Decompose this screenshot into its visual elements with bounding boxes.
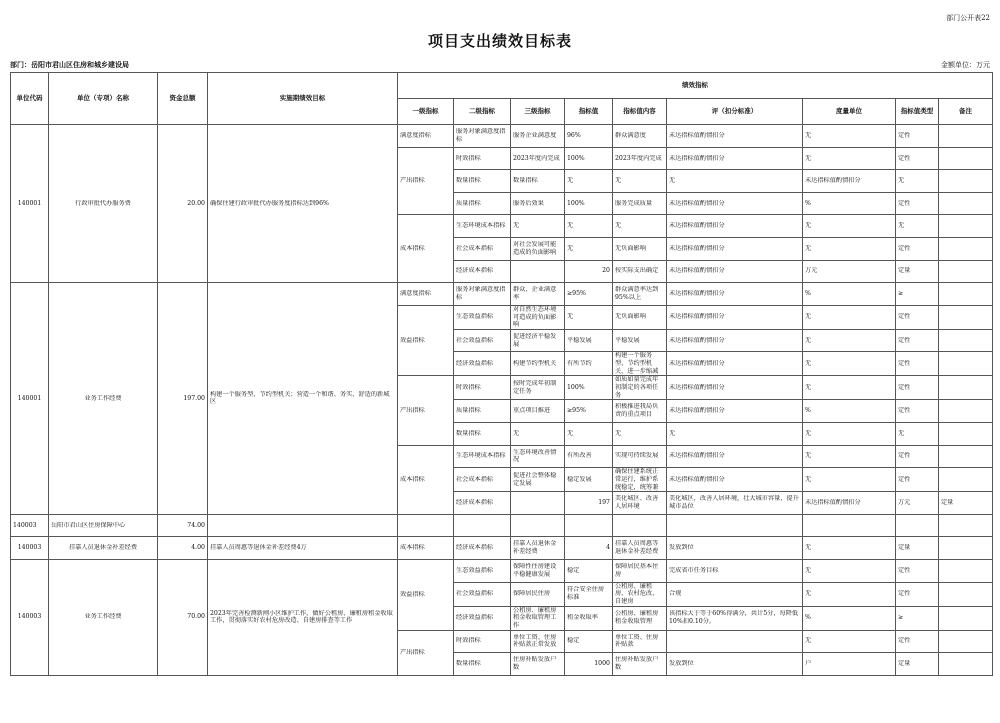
empty-cell [896,514,939,537]
indicator-cell: ≥95% [565,283,613,306]
indicator-cell [939,215,993,238]
indicator-cell: 生态环境改善情况 [511,445,565,468]
department-label: 部门：岳阳市君山区住房和城乡建设局 [10,60,129,69]
indicator-cell: 无 [803,445,896,468]
indicator-cell: 租金收取率 [565,606,613,630]
indicator-cell: 1000 [565,653,613,676]
empty-cell [939,514,993,537]
indicator-cell: 定性 [896,468,939,492]
indicator-cell: 无 [803,237,896,260]
indicator-cell: 稳定发展 [565,468,613,492]
indicator-cell: 定性 [896,329,939,352]
indicator-cell: 稳定 [565,630,613,653]
indicator-cell: 无 [667,422,803,445]
indicator-cell: 构建节约型机关 [511,352,565,376]
indicator-cell [939,559,993,582]
indicator-cell: 有所节约 [565,352,613,376]
indicator-cell: 经济成本指标 [454,537,511,560]
indicator-cell: 无 [803,559,896,582]
table-row [11,125,993,148]
col-value: 指标值 [565,99,613,125]
indicator-cell [939,422,993,445]
indicator-cell [939,283,993,306]
indicator-cell: 挂靠人员退休金补差经费 [511,537,565,560]
indicator-cell: 群众满意度 [613,125,667,148]
indicator-cell: 未达指标值酌情扣分 [667,215,803,238]
indicator-cell: ≥ [896,606,939,630]
level1-cell: 产出指标 [398,630,454,675]
indicator-cell: 定量 [939,492,993,515]
indicator-cell: 时效指标 [454,630,511,653]
indicator-cell [511,492,565,515]
target-cell: 构建一个服务型、节约型机关；营造一个和谐、务实、舒适的新城区 [208,283,398,515]
document-number: 部门公开表22 [946,14,990,22]
indicator-cell: 100% [565,376,613,400]
indicator-cell: 重点项目推进 [511,400,565,423]
indicator-cell: 未达指标值酌情扣分 [667,192,803,215]
col-level2: 二级指标 [454,99,511,125]
level1-cell: 成本指标 [398,215,454,283]
level1-cell: 效益指标 [398,559,454,630]
indicator-cell: 如质如量完成年初制定的各项任务 [613,376,667,400]
target-cell: 2023年完善检测新闸小区维护工作，做好公租房、廉租房租金收取工作，贯彻落实好农村危房改造、自建房排查等工作 [208,559,398,675]
project-name-cell: 行政审批代办服务费 [49,125,158,283]
indicator-cell: 时效指标 [454,376,511,400]
indicator-cell [939,537,993,560]
funds-cell: 197.00 [158,283,208,515]
indicator-cell: 服务企业满意度 [511,125,565,148]
indicator-cell: 经济效益指标 [454,606,511,630]
indicator-cell: 未达指标值酌情扣分 [667,329,803,352]
indicator-cell: 4 [565,537,613,560]
indicator-cell: 万元 [896,492,939,515]
indicator-cell: 数量指标 [454,653,511,676]
indicator-cell: 数量指标 [454,422,511,445]
empty-cell [208,514,398,537]
indicator-cell: 完成省市任务目标 [667,559,803,582]
indicator-cell: % [803,283,896,306]
indicator-cell [667,630,803,653]
indicator-cell: 按实际支出确定 [613,260,667,283]
indicator-cell: 无 [896,215,939,238]
indicator-cell: 96% [565,125,613,148]
indicator-cell: 美化城区、改善人居环境 [613,492,667,515]
indicator-cell: 平稳发展 [613,329,667,352]
indicator-cell: 100% [565,147,613,170]
indicator-cell: 户 [803,653,896,676]
indicator-cell: 住房补贴发放户数 [511,653,565,676]
funds-cell: 20.00 [158,125,208,283]
indicator-cell: ≥95% [565,400,613,423]
indicator-cell: 无 [803,422,896,445]
indicator-cell: 无 [803,215,896,238]
indicator-cell [939,237,993,260]
indicator-cell: 定量 [896,537,939,560]
indicator-cell [939,630,993,653]
indicator-cell: 无 [803,125,896,148]
table-row [11,537,993,560]
indicator-cell [939,125,993,148]
indicator-cell: 定性 [896,630,939,653]
table-row [11,559,993,582]
indicator-cell: 无 [613,170,667,193]
indicator-cell: 生态环境成本指标 [454,215,511,238]
indicator-cell: 社会效益指标 [454,582,511,606]
indicator-cell: 实现可持续发展 [613,445,667,468]
indicator-cell: 无 [565,215,613,238]
indicator-cell: 住房补贴发放户数 [613,653,667,676]
indicator-cell: 未达指标值酌情扣分 [667,376,803,400]
col-target: 实施期绩效目标 [208,73,398,125]
indicator-cell: 服务后效果 [511,192,565,215]
indicator-cell: 服务对象满意度指标 [454,125,511,148]
indicator-cell: 数量指标 [511,170,565,193]
funds-cell: 70.00 [158,559,208,675]
level1-cell: 满意度指标 [398,283,454,306]
level1-cell: 成本指标 [398,445,454,514]
indicator-cell: 无负面影响 [613,237,667,260]
indicator-cell: 无 [803,147,896,170]
indicator-cell: 确保住建系统正常运行，维护系统稳定，统筹兼 [613,468,667,492]
project-name-cell: 挂靠人员退休金补差经费 [49,537,158,560]
empty-cell [613,514,667,537]
indicator-cell: 未达指标值酌情扣分 [667,260,803,283]
indicator-cell: % [803,192,896,215]
empty-cell [398,514,454,537]
col-level1: 一级指标 [398,99,454,125]
table-row [11,283,993,306]
funds-cell: 74.00 [158,514,208,537]
indicator-cell: 定性 [896,125,939,148]
indicator-cell [511,260,565,283]
level1-cell: 产出指标 [398,147,454,215]
indicator-cell: ≥ [896,283,939,306]
amount-unit-label: 金额单位：万元 [941,61,990,69]
indicator-cell: 社会效益指标 [454,329,511,352]
indicator-cell: 20 [565,260,613,283]
indicator-cell: 按时完成年初制定任务 [511,376,565,400]
indicator-cell: 定量 [896,260,939,283]
indicator-cell: % [803,606,896,630]
indicator-cell: 促进社会整体稳定发展 [511,468,565,492]
indicator-cell: 无负面影响 [613,305,667,329]
indicator-cell: 2023年度内完成 [613,147,667,170]
indicator-cell: 无 [565,422,613,445]
indicator-cell: 挂靠人员周惠等退休金补差经费 [613,537,667,560]
indicator-cell: 美化城区，改善人居环境，壮大城市容量，提升城市品位 [667,492,803,515]
indicator-cell: 无 [803,376,896,400]
indicator-cell: 保障性住房建设平稳健康发展 [511,559,565,582]
indicator-cell: 社会成本指标 [454,468,511,492]
empty-cell [565,514,613,537]
col-project-name: 单位（专项）名称 [49,73,158,125]
indicator-cell: 积极推进我局负责的重点项目 [613,400,667,423]
col-funds: 资金总额 [158,73,208,125]
indicator-cell: 促进经济平稳发展 [511,329,565,352]
indicator-cell: 无 [896,170,939,193]
indicator-cell: 发放到位 [667,653,803,676]
indicator-cell: 经济效益指标 [454,352,511,376]
indicator-cell: 生态效益指标 [454,559,511,582]
indicator-cell: 无 [511,422,565,445]
indicator-cell: 服务对象满意度指标 [454,283,511,306]
indicator-cell: 质量指标 [454,400,511,423]
indicator-cell [939,352,993,376]
indicator-cell: 质量指标 [454,192,511,215]
indicator-cell: 无 [803,329,896,352]
indicator-cell: 时效指标 [454,147,511,170]
indicator-cell: 无 [565,170,613,193]
indicator-cell: 无 [803,537,896,560]
funds-cell: 4.00 [158,537,208,560]
indicator-cell: 对社会发展可能造成的负面影响 [511,237,565,260]
indicator-cell: 单位工资、住房补贴款正常发放 [511,630,565,653]
table-row [11,514,993,537]
unit-code-cell: 140003 [11,559,49,675]
indicator-cell: 未达指标值酌情扣分 [667,305,803,329]
page-title: 项目支出绩效目标表 [427,32,572,50]
col-level3: 三级指标 [511,99,565,125]
indicator-cell: 服务完成质量 [613,192,667,215]
indicator-cell: 单位工资、住房补贴款 [613,630,667,653]
indicator-cell: 经济成本指标 [454,260,511,283]
indicator-cell: 生态效益指标 [454,305,511,329]
indicator-cell: 合规 [667,582,803,606]
unit-code-cell: 140003 [11,514,49,537]
indicator-cell: 定性 [896,237,939,260]
project-name-cell: 业务工作经费 [49,283,158,515]
indicator-cell: 保障居民住房 [511,582,565,606]
empty-cell [803,514,896,537]
level1-cell: 产出指标 [398,376,454,445]
indicator-cell: 构建一个服务型、节约型机关，进一步缩减 [613,352,667,376]
indicator-cell: 未达指标值酌情扣分 [667,468,803,492]
level1-cell: 效益指标 [398,305,454,376]
indicator-cell: 定性 [896,352,939,376]
indicator-cell [939,170,993,193]
indicator-cell: 197 [565,492,613,515]
empty-cell [667,514,803,537]
indicator-cell: 定性 [896,305,939,329]
col-value-type: 指标值类型 [896,99,939,125]
indicator-cell: 保障居民基本住房 [613,559,667,582]
indicator-cell: 2023年度内完成 [511,147,565,170]
indicator-cell [939,376,993,400]
indicator-cell: 无 [896,422,939,445]
indicator-cell: 定性 [896,376,939,400]
indicator-cell: 有所改善 [565,445,613,468]
indicator-cell: 无 [511,215,565,238]
indicator-cell: 定性 [896,400,939,423]
indicator-cell: 无 [803,582,896,606]
indicator-cell [939,582,993,606]
indicator-cell: 未达指标值酌情扣分 [803,492,896,515]
indicator-cell: 经济成本指标 [454,492,511,515]
indicator-cell [939,192,993,215]
indicator-cell: 无 [803,630,896,653]
indicator-cell: % [803,400,896,423]
indicator-cell: 无 [667,170,803,193]
indicator-cell: 公租房、廉租房租金收取管理工作 [511,606,565,630]
indicator-cell: 生态环境成本指标 [454,445,511,468]
indicator-cell: 稳定 [565,559,613,582]
col-note: 备注 [939,99,993,125]
unit-code-cell: 140001 [11,283,49,515]
indicator-cell: 该指标大于等于60%得满分，共计5分，每降低10%扣0.10分。 [667,606,803,630]
indicator-cell: 未达指标值酌情扣分 [667,237,803,260]
indicator-cell: 未达指标值酌情扣分 [667,283,803,306]
empty-cell [511,514,565,537]
indicator-cell [939,305,993,329]
indicator-cell: 公租房、廉租房租金收取管理 [613,606,667,630]
indicator-cell: 平稳发展 [565,329,613,352]
performance-table [10,72,993,676]
indicator-cell: 无 [565,237,613,260]
col-unit-code: 单位代码 [11,73,49,125]
target-cell: 确保住建行政审批代办服务度指标达到96% [208,125,398,283]
level1-cell: 满意度指标 [398,125,454,148]
indicator-cell [939,400,993,423]
indicator-cell [939,653,993,676]
col-perf-indicators: 绩效指标 [398,73,993,99]
indicator-cell: 未达指标值酌情扣分 [667,400,803,423]
indicator-cell: 无 [613,215,667,238]
indicator-cell [939,606,993,630]
indicator-cell: 无 [803,352,896,376]
indicator-cell: 群众、企业满意率 [511,283,565,306]
indicator-cell: 未达指标值酌情扣分 [667,352,803,376]
indicator-cell: 定性 [896,445,939,468]
indicator-cell: 发放到位 [667,537,803,560]
project-name-cell: 业务工作经费 [49,559,158,675]
indicator-cell: 无 [613,422,667,445]
empty-cell [454,514,511,537]
indicator-cell [939,468,993,492]
indicator-cell: 对自然生态环境可造成的负面影响 [511,305,565,329]
indicator-cell: 符合安全住房标准 [565,582,613,606]
target-cell: 挂靠人员周惠等退休金补差经费4万 [208,537,398,560]
indicator-cell: 未达指标值酌情扣分 [667,445,803,468]
indicator-cell: 100% [565,192,613,215]
indicator-cell: 未达指标值酌情扣分 [667,147,803,170]
unit-code-cell: 140001 [11,125,49,283]
indicator-cell: 无 [565,305,613,329]
col-content: 指标值内容 [613,99,667,125]
col-measure: 度量单位 [803,99,896,125]
indicator-cell [939,260,993,283]
indicator-cell: 成本指标 [398,537,454,560]
indicator-cell: 无 [803,305,896,329]
indicator-cell: 定量 [896,653,939,676]
indicator-cell: 定性 [896,559,939,582]
indicator-cell [939,445,993,468]
indicator-cell: 公租房、廉租房、农村危改、自建房 [613,582,667,606]
indicator-cell: 万元 [803,260,896,283]
indicator-cell: 数量指标 [454,170,511,193]
indicator-cell: 定性 [896,147,939,170]
indicator-cell: 无 [803,468,896,492]
indicator-cell: 未达指标值酌情扣分 [803,170,896,193]
indicator-cell [939,147,993,170]
indicator-cell: 群众满意率达到95%以上 [613,283,667,306]
unit-code-cell: 140003 [11,537,49,560]
indicator-cell: 定性 [896,582,939,606]
indicator-cell [939,329,993,352]
indicator-cell: 定性 [896,192,939,215]
indicator-cell: 社会成本指标 [454,237,511,260]
indicator-cell: 未达指标值酌情扣分 [667,125,803,148]
col-scoring: 评（扣分标准） [667,99,803,125]
project-name-cell: 岳阳市君山区住房保障中心 [49,514,158,537]
